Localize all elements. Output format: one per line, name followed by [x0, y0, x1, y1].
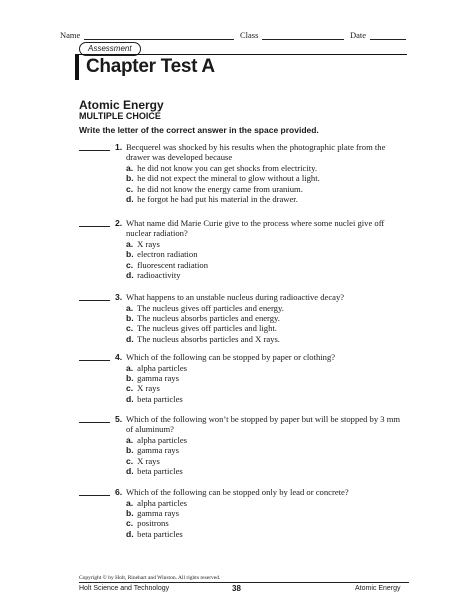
option-text: The nucleus gives off particles and energy.	[137, 302, 284, 313]
option	[126, 194, 320, 204]
option	[126, 383, 187, 393]
option-text: X rays	[137, 383, 160, 394]
option-text: beta particles	[137, 393, 183, 404]
option-letter: a.	[126, 362, 134, 373]
option	[126, 435, 187, 445]
name-field[interactable]	[84, 39, 234, 40]
option-letter: a.	[126, 497, 134, 508]
option-letter: c.	[126, 383, 134, 394]
option-text: radioactivity	[137, 270, 181, 281]
date-label: Date	[350, 30, 367, 40]
option	[126, 529, 187, 539]
option-text: he did not know you can get shocks from electricity.	[137, 163, 318, 173]
option	[126, 363, 187, 373]
answer-blank[interactable]	[79, 495, 110, 496]
option	[126, 373, 187, 383]
student-info-header	[60, 30, 405, 42]
option-text: gamma rays	[137, 445, 179, 456]
option-text: The nucleus gives off particles and light.	[137, 323, 277, 334]
option-letter: b.	[126, 372, 134, 383]
option-letter: a.	[126, 163, 134, 173]
option-letter: c.	[126, 259, 134, 270]
answer-blank[interactable]	[79, 226, 110, 227]
options-list	[126, 163, 320, 205]
question-stem: What name did Marie Curie give to the process where some nuclei give off nuclear radiation?	[126, 218, 385, 239]
assessment-tab: Assessment	[79, 42, 141, 56]
option-text: X rays	[137, 455, 160, 466]
instructions: Write the letter of the correct answer in the space provided.	[79, 125, 319, 135]
option	[126, 249, 208, 259]
page-number: 38	[232, 584, 241, 593]
question-number: 4.	[115, 352, 123, 362]
option-text: alpha particles	[137, 497, 188, 508]
option-letter: a.	[126, 435, 134, 445]
copyright-notice: Copyright © by Holt, Rinehart and Winston. All rights reserved.	[79, 575, 221, 581]
option-letter: c.	[126, 323, 134, 334]
answer-blank[interactable]	[79, 360, 110, 361]
option	[126, 260, 208, 270]
option-text: he did not know the energy came from uranium.	[137, 183, 303, 194]
option-text: he forgot he had put his material in the drawer.	[137, 194, 298, 205]
question-number: 2.	[115, 218, 123, 228]
options-list	[126, 303, 284, 345]
option-text: positrons	[137, 518, 169, 529]
option	[126, 184, 320, 194]
answer-blank[interactable]	[79, 150, 110, 151]
options-list	[126, 498, 187, 540]
question-stem: Which of the following can be stopped by paper or clothing?	[126, 352, 336, 362]
question-number: 5.	[115, 414, 123, 424]
option-text: beta particles	[137, 528, 183, 539]
option-text: beta particles	[137, 466, 183, 477]
options-list	[126, 239, 208, 281]
name-label: Name	[60, 30, 81, 40]
option	[126, 239, 208, 249]
question-number: 1.	[115, 142, 123, 152]
question-stem: Which of the following can be stopped only by lead or concrete?	[126, 487, 349, 497]
option-letter: b.	[126, 312, 134, 323]
option-text: The nucleus absorbs particles and energy.	[137, 312, 280, 323]
option-text: gamma rays	[137, 507, 179, 518]
class-label: Class	[240, 30, 259, 40]
option	[126, 313, 284, 323]
option-letter: b.	[126, 507, 134, 518]
option	[126, 518, 187, 528]
option	[126, 394, 187, 404]
chapter-name: Atomic Energy	[355, 585, 401, 592]
option	[126, 323, 284, 333]
option	[126, 498, 187, 508]
option	[126, 334, 284, 344]
question-stem: What happens to an unstable nucleus during radioactive decay?	[126, 292, 345, 302]
option-text: gamma rays	[137, 372, 179, 383]
option-text: he did not expect the mineral to glow without a light.	[137, 173, 320, 184]
option-text: alpha particles	[137, 362, 188, 373]
option-text: electron radiation	[137, 249, 198, 260]
option	[126, 303, 284, 313]
question-number: 6.	[115, 487, 123, 497]
option	[126, 163, 320, 173]
option	[126, 445, 187, 455]
option-letter: d.	[126, 393, 134, 404]
option-text: fluorescent radiation	[137, 259, 209, 270]
page-title: Chapter Test A	[86, 56, 215, 77]
option-letter: a.	[126, 302, 134, 313]
class-field[interactable]	[262, 39, 344, 40]
option-text: The nucleus absorbs particles and X rays.	[137, 333, 280, 344]
option-text: alpha particles	[137, 435, 188, 445]
option	[126, 466, 187, 476]
question-stem: Becquerel was shocked by his results when the photographic plate from the drawer was developed because	[126, 142, 386, 163]
answer-blank[interactable]	[79, 422, 110, 423]
option-text: X rays	[137, 239, 160, 249]
option-letter: b.	[126, 173, 134, 184]
section-title: Atomic Energy	[79, 98, 164, 112]
publisher-name: Holt Science and Technology	[79, 585, 170, 592]
title-bar-accent	[75, 54, 79, 80]
question-number: 3.	[115, 292, 123, 302]
answer-blank[interactable]	[79, 300, 110, 301]
option	[126, 270, 208, 280]
option-letter: d.	[126, 333, 134, 344]
option-letter: c.	[126, 455, 134, 466]
title-rule	[75, 54, 407, 55]
options-list	[126, 363, 187, 405]
date-field[interactable]	[370, 39, 406, 40]
options-list	[126, 435, 187, 477]
option-letter: b.	[126, 445, 134, 456]
option	[126, 456, 187, 466]
option-letter: c.	[126, 518, 134, 529]
option	[126, 508, 187, 518]
option-letter: d.	[126, 194, 134, 205]
subsection-title: MULTIPLE CHOICE	[79, 111, 161, 121]
option-letter: d.	[126, 270, 134, 281]
option-letter: d.	[126, 466, 134, 477]
option-letter: a.	[126, 239, 134, 249]
question-stem: Which of the following won’t be stopped by paper but will be stopped by 3 mm of aluminum?	[126, 414, 401, 435]
footer-rule	[79, 582, 409, 583]
option-letter: d.	[126, 528, 134, 539]
option-letter: b.	[126, 249, 134, 260]
option-letter: c.	[126, 183, 134, 194]
option	[126, 173, 320, 183]
